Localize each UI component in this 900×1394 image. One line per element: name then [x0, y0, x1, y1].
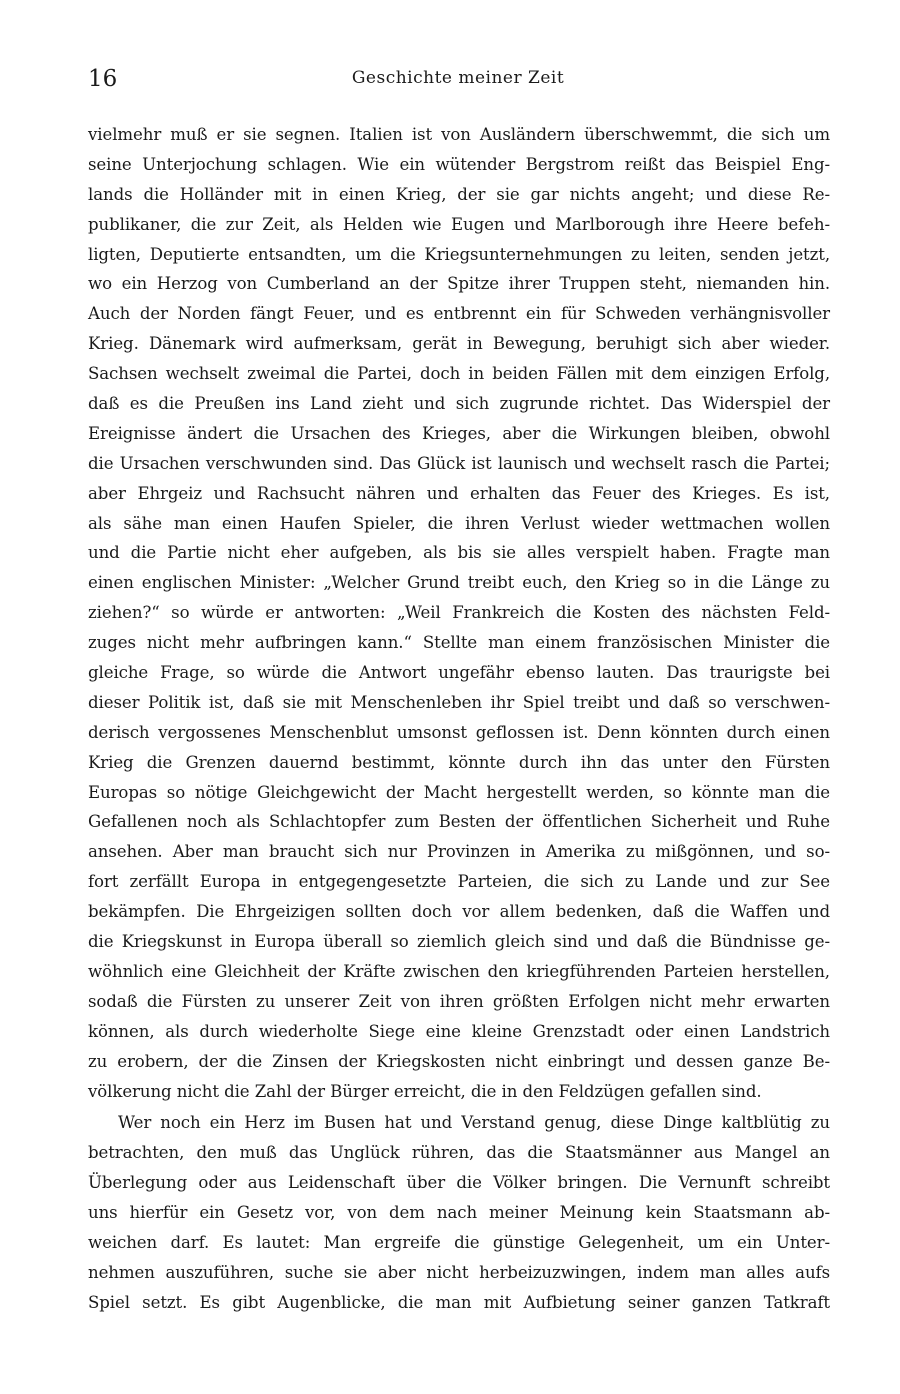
text-line: wöhnlich eine Gleichheit der Kräfte zwischen den kriegführenden Parteien herstellen,	[88, 961, 830, 981]
text-line: können, als durch wiederholte Siege eine kleine Grenzstadt oder einen Landstrich	[88, 1021, 830, 1041]
page-number: 16	[88, 66, 118, 92]
text-line: und die Partie nicht eher aufgeben, als bis sie alles verspielt haben. Fragte man	[88, 543, 830, 563]
text-line: Ereignisse ändert die Ursachen des Krieges, aber die Wirkungen bleiben, obwohl	[88, 423, 830, 443]
text-line: Krieg. Dänemark wird aufmerksam, gerät in Bewegung, beruhigt sich aber wieder.	[88, 334, 830, 354]
text-line: ligten, Deputierte entsandten, um die Kriegsunternehmungen zu leiten, senden jetzt,	[88, 244, 830, 264]
text-line: als sähe man einen Haufen Spieler, die ihren Verlust wieder wettmachen wollen	[88, 513, 830, 533]
text-line: Sachsen wechselt zweimal die Partei, doch in beiden Fällen mit dem einzigen Erfolg,	[88, 364, 830, 384]
text-line: seine Unterjochung schlagen. Wie ein wütender Bergstrom reißt das Beispiel Eng-	[88, 154, 830, 174]
paragraph	[88, 1108, 830, 1317]
text-line: zu erobern, der die Zinsen der Kriegskosten nicht einbringt und dessen ganze Be-	[88, 1051, 830, 1071]
text-line: fort zerfällt Europa in entgegengesetzte Parteien, die sich zu Lande und zur See	[88, 872, 830, 892]
text-line: einen englischen Minister: „Welcher Grund treibt euch, den Krieg so in die Länge zu	[88, 573, 830, 593]
text-line: betrachten, den muß das Unglück rühren, das die Staatsmänner aus Mangel an	[88, 1143, 830, 1163]
text-line: gleiche Frage, so würde die Antwort ungefähr ebenso lauten. Das traurigste bei	[88, 663, 830, 683]
text-line: vielmehr muß er sie segnen. Italien ist von Ausländern überschwemmt, die sich um	[88, 125, 830, 144]
text-line: völkerung nicht die Zahl der Bürger erreicht, die in den Feldzügen gefallen sind.	[88, 1081, 762, 1101]
text-line: Überlegung oder aus Leidenschaft über die Völker bringen. Die Vernunft schreibt	[88, 1173, 830, 1193]
text-line: aber Ehrgeiz und Rachsucht nähren und erhalten das Feuer des Krieges. Es ist,	[88, 483, 830, 503]
text-line: derisch vergossenes Menschenblut umsonst geflossen ist. Denn könnten durch einen	[88, 722, 830, 742]
text-line: lands die Holländer mit in einen Krieg, der sie gar nichts angeht; und diese Re-	[88, 184, 830, 204]
paragraph	[88, 120, 830, 1106]
text-line: sodaß die Fürsten zu unserer Zeit von ihren größten Erfolgen nicht mehr erwarten	[88, 991, 830, 1011]
text-line: weichen darf. Es lautet: Man ergreife die günstige Gelegenheit, um ein Unter-	[88, 1232, 830, 1252]
page-header	[88, 66, 828, 96]
text-line: ziehen?“ so würde er antworten: „Weil Frankreich die Kosten des nächsten Feld-	[88, 603, 830, 623]
text-line: Spiel setzt. Es gibt Augenblicke, die man mit Aufbietung seiner ganzen Tatkraft	[88, 1292, 830, 1312]
text-line: bekämpfen. Die Ehrgeizigen sollten doch vor allem bedenken, daß die Waffen und	[88, 902, 830, 922]
running-title: Geschichte meiner Zeit	[351, 68, 565, 88]
text-line: daß es die Preußen ins Land zieht und sich zugrunde richtet. Das Widerspiel der	[88, 394, 830, 414]
text-line: zuges nicht mehr aufbringen kann.“ Stellte man einem französischen Minister die	[88, 633, 830, 653]
text-line: dieser Politik ist, daß sie mit Menschenleben ihr Spiel treibt und daß so verschwen-	[88, 692, 830, 712]
text-line: Wer noch ein Herz im Busen hat und Verstand genug, diese Dinge kaltblütig zu	[118, 1113, 830, 1133]
text-line: ansehen. Aber man braucht sich nur Provinzen in Amerika zu mißgönnen, und so-	[88, 842, 830, 862]
text-line: publikaner, die zur Zeit, als Helden wie Eugen und Marlborough ihre Heere befeh-	[88, 214, 830, 234]
text-line: Auch der Norden fängt Feuer, und es entbrennt ein für Schweden verhängnisvoller	[88, 304, 830, 324]
text-line: nehmen auszuführen, suche sie aber nicht herbeizuzwingen, indem man alles aufs	[88, 1262, 830, 1282]
body-text	[88, 120, 830, 1318]
text-line: Europas so nötige Gleichgewicht der Macht hergestellt werden, so könnte man die	[88, 782, 830, 802]
text-line: die Ursachen verschwunden sind. Das Glück ist launisch und wechselt rasch die Partei;	[88, 453, 830, 473]
text-line: wo ein Herzog von Cumberland an der Spitze ihrer Truppen steht, niemanden hin.	[88, 274, 830, 294]
text-line: die Kriegskunst in Europa überall so ziemlich gleich sind und daß die Bündnisse ge-	[88, 932, 830, 952]
text-line: Gefallenen noch als Schlachtopfer zum Besten der öffentlichen Sicherheit und Ruhe	[88, 812, 830, 832]
text-line: uns hierfür ein Gesetz vor, von dem nach meiner Meinung kein Staatsmann ab-	[88, 1203, 830, 1223]
text-line: Krieg die Grenzen dauernd bestimmt, könnte durch ihn das unter den Fürsten	[88, 752, 830, 772]
